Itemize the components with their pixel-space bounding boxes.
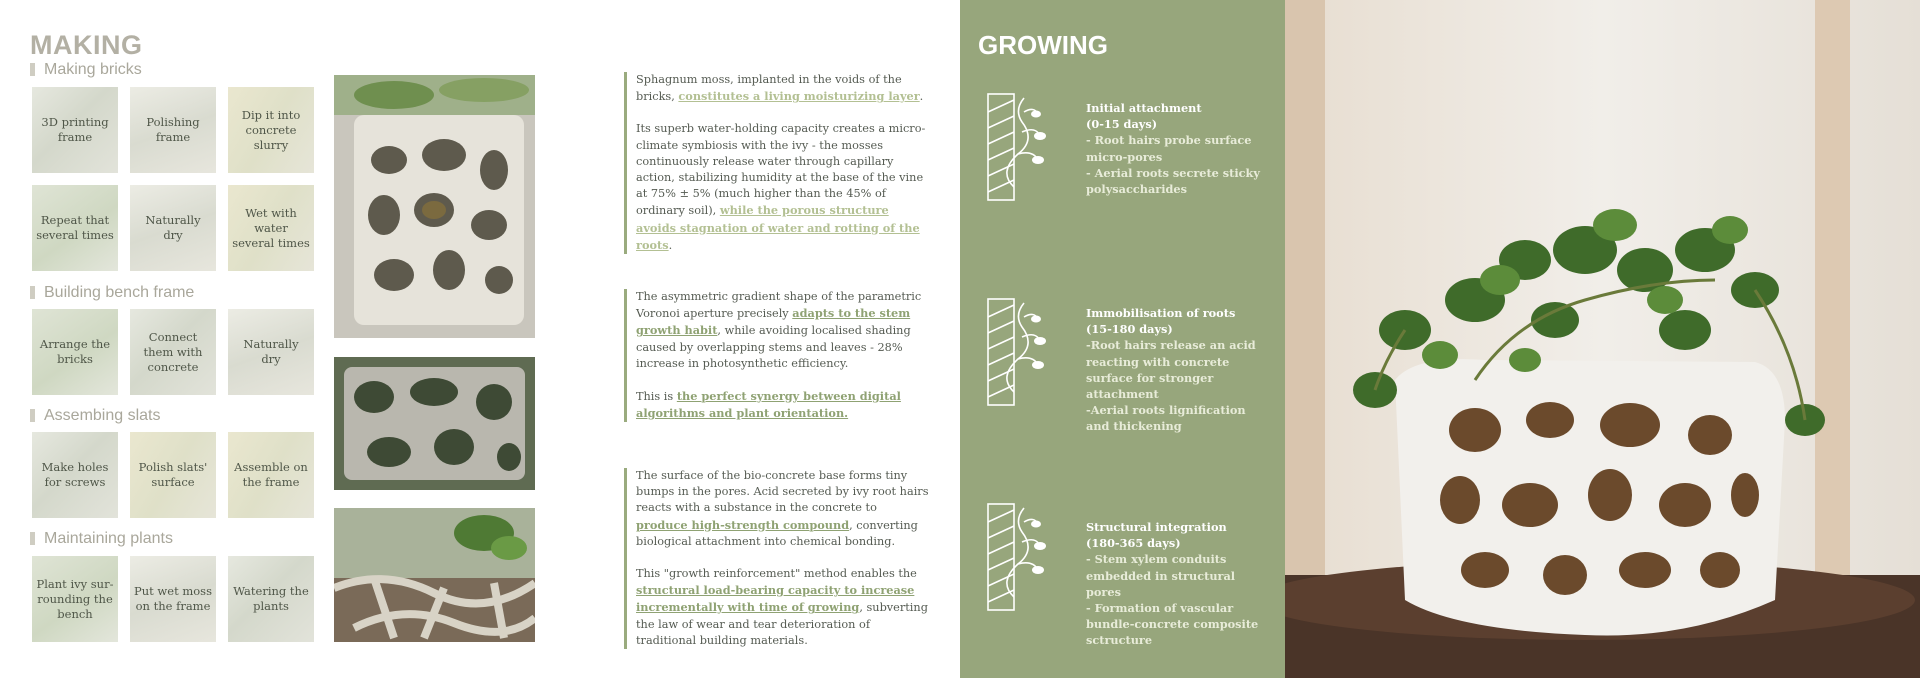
paragraph: Sphagnum moss, implanted in the voids of the bricks, constitutes a living moisturizing layer. — [636, 73, 924, 104]
section-heading-assembing-slats: Assembing slats — [30, 407, 161, 425]
paragraph: The surface of the bio-concrete base forms tiny bumps in the pores. Acid secreted by ivy root hairs reacts with a substance in the concrete to produce high-strength compound, converting biological attachment into chemical bonding. — [636, 469, 929, 548]
section-heading-building-bench-frame: Building bench frame — [30, 284, 194, 302]
step-tile: 3D printing frame — [32, 87, 118, 173]
step-tile: Dip it into concrete slurry — [228, 87, 314, 173]
step-tile: Polish slats' surface — [130, 432, 216, 518]
highlight: the perfect synergy between digital algorithms and plant orientation. — [636, 389, 901, 421]
paragraph: The asymmetric gradient shape of the parametric Voronoi aperture precisely adapts to the stem growth habit, while avoiding localised shading caused by overlapping stems and leaves - 28% increase in photosynthetic efficiency. — [636, 290, 922, 370]
stage-range: (0-15 days) — [1086, 117, 1158, 132]
growing-title: GROWING — [978, 30, 1108, 60]
step-tile: Plant ivy sur-rounding the bench — [32, 556, 118, 642]
stage-line: - Formation of vascular bundle-concrete composite sctructure — [1086, 601, 1259, 648]
step-tile: Naturally dry — [130, 185, 216, 271]
step-tile: Connect them with concrete — [130, 309, 216, 395]
section-heading-making-bricks: Making bricks — [30, 61, 142, 79]
step-tile: Put wet moss on the frame — [130, 556, 216, 642]
hero-photo-ivy-brick — [1285, 0, 1920, 678]
step-tile: Wet with water several times — [228, 185, 314, 271]
vine-on-wall-icon — [978, 297, 1050, 407]
stage-structural-integration — [1086, 519, 1271, 649]
text-block-voronoi — [624, 289, 929, 422]
stage-title: Immobilisation of roots — [1086, 306, 1236, 320]
highlight: produce high-strength compound — [636, 517, 850, 532]
vine-on-wall-icon — [978, 92, 1050, 202]
brick-photo-with-plant — [334, 508, 535, 642]
stage-range: (15-180 days) — [1086, 322, 1173, 337]
stage-range: (180-365 days) — [1086, 536, 1181, 551]
step-tile: Polishing frame — [130, 87, 216, 173]
paragraph: Its superb water-holding capacity creates a micro-climate symbiosis with the ivy - the mosses continuously release water through capillary action, stabilizing humidity at the base of the vine at 75% ± 5% (much higher than the 45% of ordinary soil), while the porous structure avoids stagnation of water and rotting of the roots. — [636, 122, 926, 252]
section-heading-maintaining-plants: Maintaining plants — [30, 530, 173, 548]
paragraph: This is the perfect synergy between digital algorithms and plant orientation. — [636, 389, 901, 421]
paragraph: This "growth reinforcement" method enables the structural load-bearing capacity to increase incrementally with time of growing, subverting the law of wear and tear deterioration of traditional building materials. — [636, 567, 928, 647]
step-tile: Make holes for screws — [32, 432, 118, 518]
step-tile: Assemble on the frame — [228, 432, 314, 518]
highlight: adapts to the stem growth habit — [636, 306, 911, 338]
stage-initial-attachment — [1086, 100, 1271, 197]
stage-line: -Aerial roots lignification and thickening — [1086, 403, 1246, 434]
text-block-moss — [624, 72, 929, 254]
stage-title: Initial attachment — [1086, 101, 1202, 115]
highlight: while the porous structure avoids stagnation of water and rotting of the roots — [636, 203, 920, 252]
step-tile: Watering the plants — [228, 556, 314, 642]
text-block-bioconcrete — [624, 468, 929, 649]
stage-line: - Aerial roots secrete sticky polysaccharides — [1086, 165, 1260, 197]
highlight: constitutes a living moisturizing layer — [678, 89, 920, 104]
brick-photo-detail — [334, 357, 535, 490]
stage-line: -Root hairs release an acid reacting with concrete surface for stronger attachment — [1086, 338, 1256, 402]
highlight: structural load-bearing capacity to increase incrementally with time of growing — [636, 583, 915, 615]
stage-title: Structural integration — [1086, 520, 1227, 534]
stage-line: - Root hairs probe surface micro-pores — [1086, 133, 1252, 164]
step-tile: Naturally dry — [228, 309, 314, 395]
step-tile: Repeat that several times — [32, 185, 118, 271]
vine-on-wall-icon — [978, 502, 1050, 612]
stage-immobilisation-of-roots — [1086, 305, 1271, 435]
brick-photo-closeup — [334, 75, 535, 338]
stage-line: - Stem xylem conduits embedded in structural pores — [1086, 552, 1236, 599]
step-tile: Arrange the bricks — [32, 309, 118, 395]
making-title: MAKING — [30, 30, 143, 60]
